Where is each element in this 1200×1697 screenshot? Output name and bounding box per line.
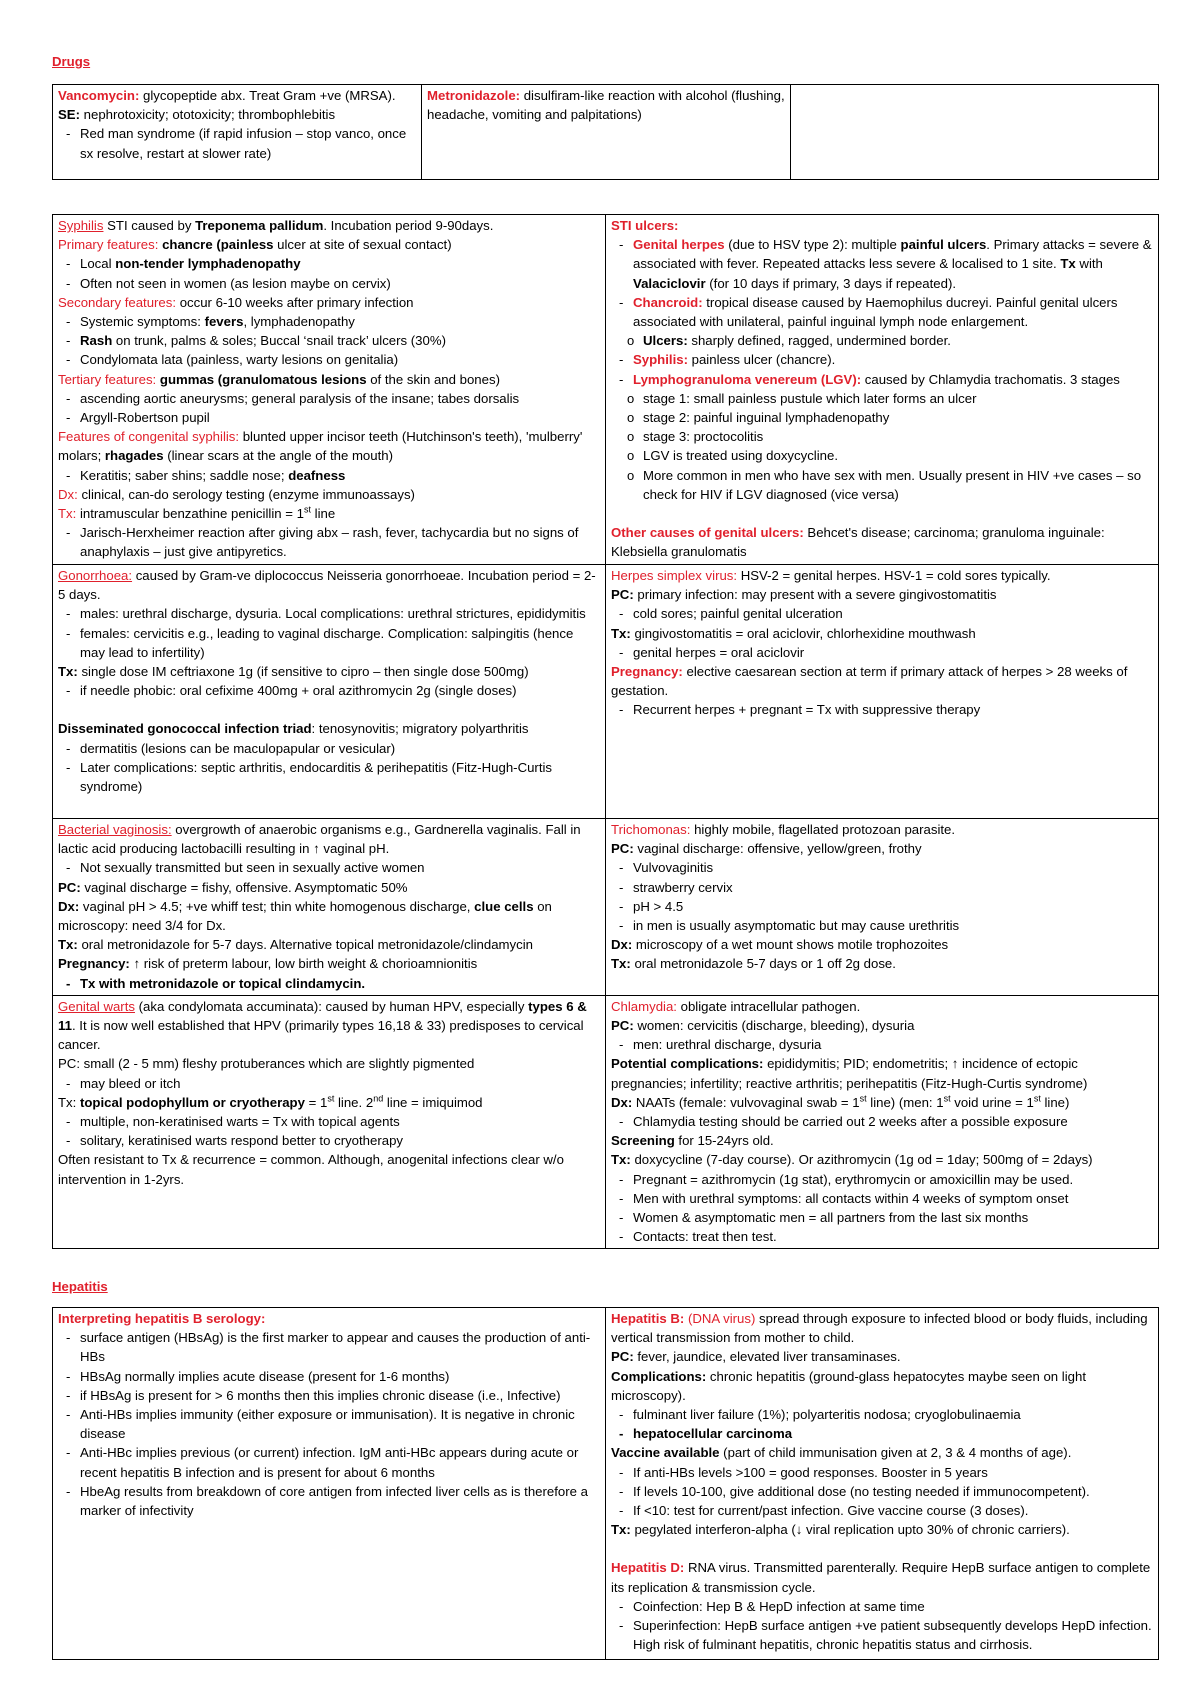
list-bold: non-tender lymphadenopathy [115,256,301,272]
dx-text: NAATs (female: vulvovaginal swab = 1 [632,1094,860,1110]
tertiary-features-label: Tertiary features: [58,371,157,387]
vancomycin-se-label: SE: [58,107,80,123]
complications-text: chronic hepatitis (ground-glass hepatocytes maybe seen on light microscopy). [611,1368,1086,1403]
tx-text: line [310,506,336,522]
tx-text: doxycycline (7-day course). Or azithromycin (1g od = 1day; 500mg of = 2days) [630,1152,1093,1168]
chancroid-label: Chancroid: [633,294,703,310]
vancomycin-desc: glycopeptide abx. Treat Gram +ve (MRSA). [139,88,396,103]
list-item [633,293,1153,351]
hsv-title: Herpes simplex virus: [611,568,738,583]
congenital-syphilis-label: Features of congenital syphilis: [58,429,240,445]
genital-warts-title: Genital warts [58,998,135,1014]
chlamydia-desc: obligate intracellular pathogen. [676,998,861,1014]
metronidazole-cell [422,85,791,180]
genital-warts-cell [53,995,606,1249]
list-bold: deafness [288,467,346,483]
list-item: - strawberry cervix [633,878,1153,897]
drugs-table [52,84,1159,180]
vaccine-text: (part of child immunisation given at 2, 3 & 4 months of age). [719,1445,1072,1461]
drugs-heading: Drugs [52,54,91,69]
list-item: o stage 3: proctocolitis [643,427,1153,446]
superscript: st [1033,1093,1041,1104]
list-item: - Later complications: septic arthritis, endocarditis & perihepatitis (Fitz-Hugh-Curtis syndrome) [80,758,600,796]
dx-text: microscopy of a wet mount shows motile trophozoites [632,937,949,953]
dx-text: vaginal pH > 4.5; +ve whiff test; thin white homogenous discharge, [79,898,475,914]
lgv-label: Lymphogranuloma venereum (LGV): [633,371,862,387]
syphilis-desc: STI caused by [103,218,196,233]
list-item: - males: urethral discharge, dysuria. Local complications: urethral strictures, epididymitis [80,604,600,623]
superscript: nd [373,1093,384,1104]
list-item [80,331,600,350]
secondary-features-text: occur 6-10 weeks after primary infection [176,294,414,310]
list-text: painless ulcer (chancre). [687,352,836,368]
complications-text: epididymitis; PID; endometritis; ↑ incidence of ectopic pregnancies; infertility; reactive arthritis; perihepatitis (Fitz-Hugh-Curtis syndrome) [611,1056,1088,1091]
list-item: - Argyll-Robertson pupil [80,408,600,427]
pc-label: PC: [611,1018,634,1034]
dx-label: Dx: [58,898,80,914]
empty-cell [791,85,1159,180]
dx-text: line) (men: 1 [866,1094,944,1110]
list-bold: fevers [204,314,244,330]
list-item [80,312,600,331]
list-text: with [1075,256,1103,272]
complications-label: Complications: [611,1368,707,1384]
list-item: - may bleed or itch [80,1074,600,1093]
hep-b-type: (DNA virus) [684,1311,756,1326]
list-text: on trunk, palms & soles; Buccal ‘snail track’ ulcers (30%) [112,333,446,349]
list-item: - If anti-HBs levels >100 = good responses. Booster in 5 years [633,1463,1153,1482]
list-item: - Coinfection: Hep B & HepD infection at same time [633,1597,1153,1616]
dx-label: Dx: [611,1094,633,1110]
list-text: caused by Chlamydia trachomatis. 3 stages [861,371,1120,387]
congenital-text: (linear scars at the angle of the mouth) [163,448,393,464]
syphilis-cell [53,215,606,565]
pc-text: PC: small (2 - 5 mm) fleshy protuberances which are slightly pigmented [58,1056,475,1072]
congenital-bold: rhagades [104,448,164,464]
list-item: - Not sexually transmitted but seen in sexually active women [80,858,600,877]
complications-label: Potential complications: [611,1056,764,1072]
list-item: - HBsAg normally implies acute disease (present for 1-6 months) [80,1367,600,1386]
primary-features-text: ulcer at site of sexual contact) [273,237,452,253]
list-text: Systemic symptoms: [80,314,205,330]
pc-text: women: cervicitis (discharge, bleeding), dysuria [633,1018,915,1034]
gonorrhoea-title: Gonorrhoea: [58,568,133,583]
chlamydia-cell [606,995,1159,1249]
congenital-text: blunted upper incisor teeth (Hutchinson's teeth), 'mulberry' molars; [58,429,583,464]
trichomonas-cell [606,819,1159,996]
pregnancy-text: ↑ risk of preterm labour, low birth weight & chorioamnionitis [129,956,478,972]
list-item: - Red man syndrome (if rapid infusion – stop vanco, once sx resolve, restart at slower rate) [80,124,416,162]
list-bold: Rash [80,333,113,349]
superscript: st [859,1093,867,1104]
list-item: - Recurrent herpes + pregnant = Tx with suppressive therapy [633,700,1153,719]
sti-table [52,214,1159,1249]
hep-d-desc: RNA virus. Transmitted parenterally. Require HepB surface antigen to complete its replication & transmission cycle. [611,1560,1151,1595]
warts-bold: types 6 & 11 [58,998,587,1034]
dx-text: void urine = 1 [950,1094,1034,1110]
list-item: - men: urethral discharge, dysuria [633,1035,1153,1054]
list-text: . Primary attacks = severe & associated with fever. Repeated attacks less severe & localised to 1 site. [633,237,1152,272]
list-item: o LGV is treated using doxycycline. [643,446,1153,465]
list-item: - If <10: test for current/past infection. Give vaccine course (3 doses). [633,1501,1153,1520]
warts-note: Often resistant to Tx & recurrence = common. Although, anogenital infections clear w/o intervention in 1-2yrs. [58,1152,564,1187]
list-item: - HbeAg results from breakdown of core antigen from infected liver cells as is therefore a marker of infectivity [80,1482,600,1520]
list-item: - Pregnant = azithromycin (1g stat), erythromycin or amoxicillin may be used. [633,1170,1153,1189]
warts-desc: (aka condylomata accuminata): caused by human HPV, especially [134,998,529,1014]
tx-bold: topical podophyllum or cryotherapy [79,1094,305,1110]
tx-text: gingivostomatitis = oral aciclovir, chlorhexidine mouthwash [630,625,976,641]
metronidazole-label: Metronidazole: [427,88,521,103]
list-item: - multiple, non-keratinised warts = Tx with topical agents [80,1112,600,1131]
dx-label: Dx: [58,486,78,502]
tx-label: Tx: [58,506,77,522]
list-item [633,350,1153,369]
dx-bold: clue cells [474,898,534,914]
primary-features-label: Primary features: [58,237,159,253]
list-text: (due to HSV type 2): multiple [724,237,901,253]
hep-b-cell [606,1308,1159,1660]
tx-text: Tx: [58,1094,80,1110]
list-item [643,331,1153,350]
list-item: - Jarisch-Herxheimer reaction after giving abx – rash, fever, tachycardia but no signs of anaphylaxis – just give antipyretics. [80,523,600,561]
list-item: o More common in men who have sex with men. Usually present in HIV +ve cases – so check for HIV if LGV diagnosed (vice versa) [643,466,1153,504]
hsv-desc: HSV-2 = genital herpes. HSV-1 = cold sores typically. [737,568,1051,583]
list-item: - Women & asymptomatic men = all partners from the last six months [633,1208,1153,1227]
tx-label: Tx: [611,1522,631,1538]
list-bold: painful ulcers [900,237,987,253]
list-bold: Valaciclovir [633,275,706,291]
bv-title: Bacterial vaginosis: [58,822,172,837]
list-item: - females: cervicitis e.g., leading to vaginal discharge. Complication: salpingitis (hence may lead to infertility) [80,624,600,662]
pc-text: fever, jaundice, elevated liver transaminases. [633,1349,901,1365]
list-item [80,254,600,273]
tx-label: Tx: [611,1152,631,1168]
list-item: - Anti-HBs implies immunity (either exposure or immunisation). It is negative in chronic disease [80,1405,600,1443]
list-item [633,370,1153,389]
list-item: - dermatitis (lesions can be maculopapular or vesicular) [80,739,600,758]
genital-herpes-label: Genital herpes [633,237,725,253]
hepatitis-heading: Hepatitis [52,1279,108,1294]
list-item: - If levels 10-100, give additional dose (no testing needed if immunocompetent). [633,1482,1153,1501]
superscript: st [943,1093,951,1104]
gonorrhoea-cell [53,565,606,819]
list-item [633,235,1153,293]
vancomycin-cell [53,85,422,180]
list-item: - if needle phobic: oral cefixime 400mg + oral azithromycin 2g (single doses) [80,681,600,700]
tx-label: Tx: [611,625,631,641]
superscript: st [327,1093,335,1104]
tx-text: = 1 [304,1094,328,1110]
sti-ulcers-cell [606,215,1159,565]
list-item: - Anti-HBc implies previous (or current) infection. IgM anti-HBc appears during acute or recent hepatitis B infection and is present for about 6 months [80,1443,600,1481]
metronidazole-desc: disulfiram-like reaction with alcohol (flushing, headache, vomiting and palpitations) [427,88,785,123]
sti-ulcers-title: STI ulcers: [611,218,679,233]
disseminated-text: : tenosynovitis; migratory polyarthritis [311,721,529,737]
bv-desc: overgrowth of anaerobic organisms e.g., Gardnerella vaginalis. Fall in lactic acid producing lactobacilli resulting in ↑ vaginal pH. [58,822,581,857]
trichomonas-desc: highly mobile, flagellated protozoan parasite. [690,822,956,837]
vancomycin-se: nephrotoxicity; ototoxicity; thrombophlebitis [79,107,336,123]
warts-desc: . It is now well established that HPV (primarily types 16,18 & 33) predisposes to cervical cancer. [58,1018,584,1053]
syphilis-title: Syphilis [58,218,104,233]
list-item: - Superinfection: HepB surface antigen +ve patient subsequently develops HepD infection. High risk of fulminant hepatitis, chronic hepatitis status and cirrhosis. [633,1616,1153,1654]
list-item: - hepatocellular carcinoma [633,1424,1153,1443]
list-item: - cold sores; painful genital ulceration [633,604,1153,623]
list-bold: Ulcers: [643,333,688,349]
tx-text: oral metronidazole for 5-7 days. Alternative topical metronidazole/clindamycin [77,937,533,953]
syphilis-organism: Treponema pallidum [195,218,324,233]
syphilis-label: Syphilis: [633,352,688,368]
dx-label: Dx: [611,937,633,953]
other-causes-text: Behcet's disease; carcinoma; granuloma inguinale: Klebsiella granulomatis [611,525,1105,560]
list-item: - Condylomata lata (painless, warty lesions on genitalia) [80,350,600,369]
hep-b-desc: spread through exposure to infected blood or body fluids, including vertical transmission from mother to child. [611,1311,1148,1346]
tx-label: Tx: [611,956,631,972]
list-item: - genital herpes = oral aciclovir [633,643,1153,662]
syphilis-incubation: . Incubation period 9-90days. [323,218,494,233]
tx-text: pegylated interferon-alpha (↓ viral replication upto 30% of chronic carriers). [630,1522,1070,1538]
vancomycin-label: Vancomycin: [58,88,140,103]
list-item: - Tx with metronidazole or topical clindamycin. [80,974,600,993]
chlamydia-title: Chlamydia: [611,998,677,1014]
list-text: , lymphadenopathy [243,314,355,330]
pregnancy-text: elective caesarean section at term if primary attack of herpes > 28 weeks of gestation. [611,664,1128,699]
list-item: - fulminant liver failure (1%); polyarteritis nodosa; cryoglobulinaemia [633,1405,1153,1424]
vaccine-label: Vaccine available [611,1445,720,1461]
screening-label: Screening [611,1133,675,1149]
list-text: (for 10 days if primary, 3 days if repeated). [705,275,957,291]
dx-text: line) [1040,1094,1070,1110]
list-item: - Contacts: treat then test. [633,1227,1153,1246]
list-item: - solitary, keratinised warts respond better to cryotherapy [80,1131,600,1150]
tertiary-features-text: of the skin and bones) [366,371,500,387]
hep-b-title: Hepatitis B: [611,1311,685,1326]
pc-label: PC: [611,841,634,857]
pc-text: vaginal discharge: offensive, yellow/green, frothy [633,841,922,857]
tertiary-features-bold: gummas (granulomatous lesions [156,371,367,387]
tx-label: Tx: [58,664,78,680]
list-item: - if HBsAg is present for > 6 months then this implies chronic disease (i.e., Infective) [80,1386,600,1405]
list-text: tropical disease caused by Haemophilus ducreyi. Painful genital ulcers associated with unilateral, painful inguinal lymph node enlargement. [633,294,1118,330]
list-item: - surface antigen (HBsAg) is the first marker to appear and causes the production of anti-HBs [80,1328,600,1366]
hep-d-title: Hepatitis D: [611,1560,685,1576]
list-text: sharply defined, ragged, undermined border. [687,333,951,349]
other-causes-label: Other causes of genital ulcers: [611,525,804,541]
pregnancy-label: Pregnancy: [58,956,130,972]
list-item [80,466,600,485]
list-text: Local [80,256,116,272]
pregnancy-label: Pregnancy: [611,664,683,680]
secondary-features-label: Secondary features: [58,294,177,310]
primary-features-chancre: chancre (painless [158,237,274,253]
list-item: o stage 2: painful inguinal lymphadenopathy [643,408,1153,427]
trichomonas-title: Trichomonas: [611,822,691,837]
tx-text: single dose IM ceftriaxone 1g (if sensitive to cipro – then single dose 500mg) [77,664,529,680]
pc-text: vaginal discharge = fishy, offensive. Asymptomatic 50% [80,879,408,895]
list-item: - Vulvovaginitis [633,858,1153,877]
list-bold: Tx [1060,256,1076,272]
screening-text: for 15-24yrs old. [674,1133,774,1149]
disseminated-label: Disseminated gonococcal infection triad [58,721,312,737]
bacterial-vaginosis-cell [53,819,606,996]
tx-text: intramuscular benzathine penicillin = 1 [76,506,304,522]
list-item: - Often not seen in women (as lesion maybe on cervix) [80,274,600,293]
dx-text: clinical, can-do serology testing (enzyme immunoassays) [77,486,415,502]
tx-text: line. 2 [334,1094,374,1110]
list-item: - Chlamydia testing should be carried out 2 weeks after a possible exposure [633,1112,1153,1131]
gonorrhoea-desc: caused by Gram-ve diplococcus Neisseria gonorrhoeae. Incubation period = 2-5 days. [58,568,596,603]
tx-label: Tx: [58,937,78,953]
superscript: st [303,504,311,515]
tx-text: line = imiquimod [383,1094,483,1110]
pc-label: PC: [58,879,81,895]
tx-text: oral metronidazole 5-7 days or 1 off 2g dose. [630,956,896,972]
serology-title: Interpreting hepatitis B serology: [58,1311,266,1326]
list-item: - pH > 4.5 [633,897,1153,916]
list-text: Keratitis; saber shins; saddle nose; [80,467,289,483]
hep-b-serology-cell [53,1308,606,1660]
pc-label: PC: [611,1349,634,1365]
list-item: o stage 1: small painless pustule which later forms an ulcer [643,389,1153,408]
dx-text: on microscopy: need 3/4 for Dx. [58,898,552,934]
pc-text: primary infection: may present with a severe gingivostomatitis [633,587,997,603]
list-item: - in men is usually asymptomatic but may cause urethritis [633,916,1153,935]
list-item: - ascending aortic aneurysms; general paralysis of the insane; tabes dorsalis [80,389,600,408]
hepatitis-table [52,1307,1159,1660]
herpes-simplex-cell [606,565,1159,819]
list-item: - Men with urethral symptoms: all contacts within 4 weeks of symptom onset [633,1189,1153,1208]
pc-label: PC: [611,587,634,603]
